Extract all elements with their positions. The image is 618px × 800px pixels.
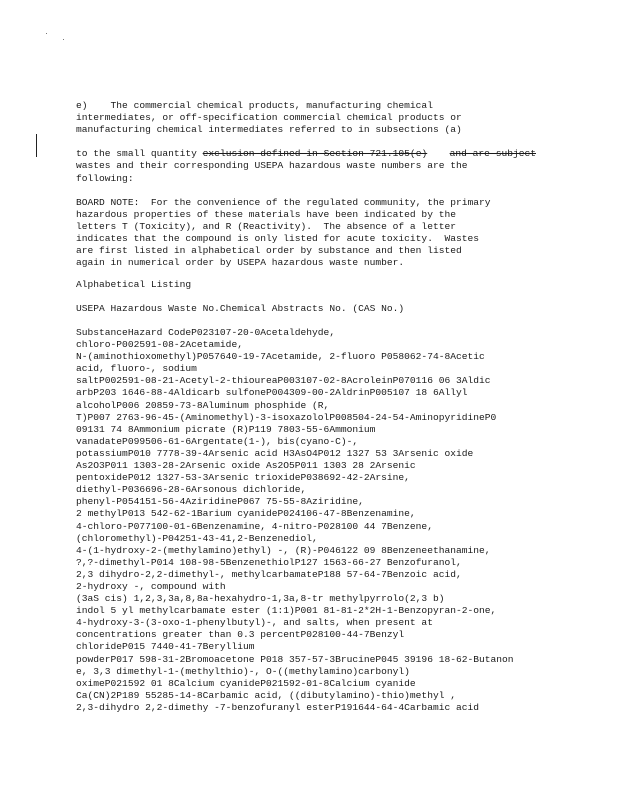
listing-line: 2,3 dihydro-2,2-dimethyl-, methylcarbamateP188 57-64-7Benzoic acid, bbox=[76, 568, 462, 580]
listing-line: pentoxideP012 1327-53-3Arsenic trioxideP038692-42-2Arsine, bbox=[76, 472, 410, 484]
listing-line: 4-chloro-P077100-01-6Benzenamine, 4-nitro-P028100 44 7Benzene, bbox=[76, 520, 433, 532]
listing-line: ?,?-dimethyl-P014 108-98-5BenzenethiolP127 1563-66-27 Benzofuranol, bbox=[76, 556, 462, 568]
listing-line: vanadateP099506-61-6Argentate(1-), bis(cyano-C)-, bbox=[76, 435, 359, 447]
listing-line: 2-hydroxy -, compound with bbox=[76, 580, 226, 592]
listing-line: powderP017 598-31-2Bromoacetone P018 357-57-3BrucineP045 39196 18-62-Butanon bbox=[76, 653, 514, 665]
listing-line: chlorideP015 7440-41-7Beryllium bbox=[76, 641, 255, 653]
listing-line: diethyl-P036696-28-6Arsonous dichloride, bbox=[76, 484, 307, 496]
listing-line: oximeP021592 01 8Calcium cyanideP021592-01-8Calcium cyanide bbox=[76, 677, 416, 689]
paragraph-e-line-5-text: to the small quantity bbox=[76, 148, 203, 160]
section-heading: Alphabetical Listing bbox=[76, 279, 192, 290]
paragraph-e-line-3: manufacturing chemical intermediates referred to in subsections (a) bbox=[76, 124, 462, 136]
paragraph-e-line-2: intermediates, or off-specification commercial chemical products or bbox=[76, 112, 462, 124]
board-note-line: again in numerical order by USEPA hazardous waste number. bbox=[76, 257, 405, 269]
listing-line: (3aS cis) 1,2,3,3a,8,8a-hexahydro-1,3a,8-tr methylpyrrolo(2,3 b) bbox=[76, 593, 445, 605]
listing-line: concentrations greater than 0.3 percentP028100-44-7Benzyl bbox=[76, 629, 405, 641]
listing-line: Ca(CN)2P189 55285-14-8Carbamic acid, ((dibutylamino)-thio)methyl , bbox=[76, 689, 456, 701]
struck-text: and are subject bbox=[449, 148, 536, 160]
listing-line: indol 5 yl methylcarbamate ester (1:1)P001 81-81-2*2H-1-Benzopyran-2-one, bbox=[76, 605, 497, 617]
listing-line: As2O3P011 1303-28-2Arsenic oxide As2O5P011 1303 28 2Arsenic bbox=[76, 460, 416, 472]
hazardous-waste-listing bbox=[76, 327, 606, 714]
listing-line: 2 methylP013 542-62-1Barium cyanideP024106-47-8Benzenamine, bbox=[76, 508, 416, 520]
paragraph-e-line-1: e) The commercial chemical products, manufacturing chemical bbox=[76, 100, 433, 111]
listing-line: 2,3-dihydro 2,2-dimethy -7-benzofuranyl esterP191644-64-4Carbamic acid bbox=[76, 701, 480, 713]
board-note-line: letters T (Toxicity), and R (Reactivity). The absence of a letter bbox=[76, 221, 456, 233]
board-note-line: indicates that the compound is only listed for acute toxicity. Wastes bbox=[76, 233, 480, 245]
listing-line: e, 3,3 dimethyl-1-(methylthio)-, O-((methylamino)carbonyl) bbox=[76, 665, 410, 677]
listing-line: phenyl-P054151-56-4AziridineP067 75-55-8Aziridine, bbox=[76, 496, 364, 508]
listing-line: saltP002591-08-21-Acetyl-2-thioureaP003107-02-8AcroleinP070116 06 3Aldic bbox=[76, 375, 491, 387]
table-header-block bbox=[76, 303, 576, 315]
scan-speck bbox=[46, 33, 47, 34]
board-note bbox=[76, 197, 576, 270]
board-note-line: hazardous properties of these materials have been indicated by the bbox=[76, 209, 456, 221]
paragraph-e bbox=[76, 100, 576, 185]
listing-line: alcoholP006 20859-73-8Aluminum phosphide (R, bbox=[76, 399, 330, 411]
listing-line: arbP203 1646-88-4Aldicarb sulfoneP004309-00-2AldrinP005107 18 6Allyl bbox=[76, 387, 468, 399]
table-header: USEPA Hazardous Waste No.Chemical Abstracts No. (CAS No.) bbox=[76, 303, 405, 314]
paragraph-e-line-6: wastes and their corresponding USEPA hazardous waste numbers are the bbox=[76, 160, 468, 172]
listing-line: potassiumP010 7778-39-4Arsenic acid H3AsO4P012 1327 53 3Arsenic oxide bbox=[76, 447, 474, 459]
listing-line: (chloromethyl)-P04251-43-41,2-Benzenediol, bbox=[76, 532, 318, 544]
listing-line: N-(aminothioxomethyl)P057640-19-7Acetamide, 2-fluoro P058062-74-8Acetic bbox=[76, 351, 485, 363]
listing-line: SubstanceHazard CodeP023107-20-0Acetaldehyde, bbox=[76, 327, 336, 338]
listing-line: 4-hydroxy-3-(3-oxo-1-phenylbutyl)-, and salts, when present at bbox=[76, 617, 433, 629]
listing-line: chloro-P002591-08-2Acetamide, bbox=[76, 339, 243, 351]
paragraph-e-line-7: following: bbox=[76, 172, 134, 184]
revision-bar bbox=[36, 134, 37, 157]
board-note-line: are first listed in alphabetical order by substance and then listed bbox=[76, 245, 462, 257]
listing-line: T)P007 2763-96-45-(Aminomethyl)-3-isoxazololP008504-24-54-AminopyridineP0 bbox=[76, 411, 497, 423]
section-heading-block bbox=[76, 279, 576, 291]
scan-speck bbox=[63, 39, 64, 40]
listing-line: acid, fluoro-, sodium bbox=[76, 363, 197, 375]
struck-text: exclusion defined in Section 721.105(e) bbox=[202, 148, 428, 160]
board-note-line: BOARD NOTE: For the convenience of the regulated community, the primary bbox=[76, 197, 491, 208]
listing-line: 4-(1-hydroxy-2-(methylamino)ethyl) -, (R)-P046122 09 8Benzeneethanamine, bbox=[76, 544, 491, 556]
listing-line: 09131 74 8Ammonium picrate (R)P119 7803-55-6Ammonium bbox=[76, 423, 376, 435]
